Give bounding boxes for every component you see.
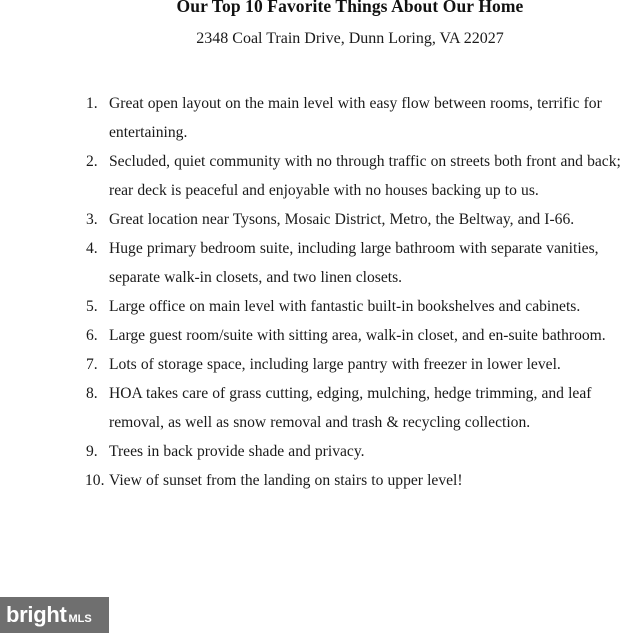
item-number: 4.: [86, 240, 98, 257]
list-item: [86, 379, 631, 437]
list-item: [86, 89, 631, 147]
list-item: [86, 466, 631, 495]
item-text: Huge primary bedroom suite, including large bathroom with separate vanities, separate walk-in closets, and two linen closets.: [109, 240, 599, 286]
item-text: Great location near Tysons, Mosaic District, Metro, the Beltway, and I-66.: [109, 211, 575, 228]
item-text: Large office on main level with fantastic built-in bookshelves and cabinets.: [109, 298, 581, 315]
item-number: 9.: [86, 443, 98, 460]
document-title: Our Top 10 Favorite Things About Our Home: [176, 0, 524, 16]
list-item: [86, 350, 631, 379]
item-number: 10.: [85, 472, 105, 489]
item-text: Trees in back provide shade and privacy.: [109, 443, 365, 460]
item-number: 2.: [86, 153, 98, 170]
item-text: Secluded, quiet community with no through traffic on streets both front and back; rear deck is peaceful and enjoyable with no houses backing up to us.: [109, 153, 621, 199]
list-item: [86, 292, 631, 321]
item-number: 3.: [86, 211, 98, 228]
list-item: [86, 147, 631, 205]
property-address: 2348 Coal Train Drive, Dunn Loring, VA 22027: [196, 30, 504, 47]
item-number: 8.: [86, 385, 98, 402]
item-text: Large guest room/suite with sitting area, walk-in closet, and en-suite bathroom.: [109, 327, 606, 344]
watermark-brand: bright: [6, 602, 67, 627]
list-item: [86, 437, 631, 466]
item-number: 1.: [86, 95, 98, 112]
watermark-suffix: MLS: [68, 613, 92, 625]
item-text: Great open layout on the main level with easy flow between rooms, terrific for entertaining.: [109, 95, 602, 141]
bright-mls-watermark: [0, 597, 109, 633]
item-text: HOA takes care of grass cutting, edging, mulching, hedge trimming, and leaf removal, as well as snow removal and trash & recycling collection.: [109, 385, 592, 431]
item-number: 6.: [86, 327, 98, 344]
list-item: [86, 234, 631, 292]
list-item: [86, 205, 631, 234]
item-number: 5.: [86, 298, 98, 315]
list-item: [86, 321, 631, 350]
item-text: View of sunset from the landing on stairs to upper level!: [109, 472, 463, 489]
favorites-list: [86, 89, 631, 495]
item-text: Lots of storage space, including large pantry with freezer in lower level.: [109, 356, 561, 373]
item-number: 7.: [86, 356, 98, 373]
